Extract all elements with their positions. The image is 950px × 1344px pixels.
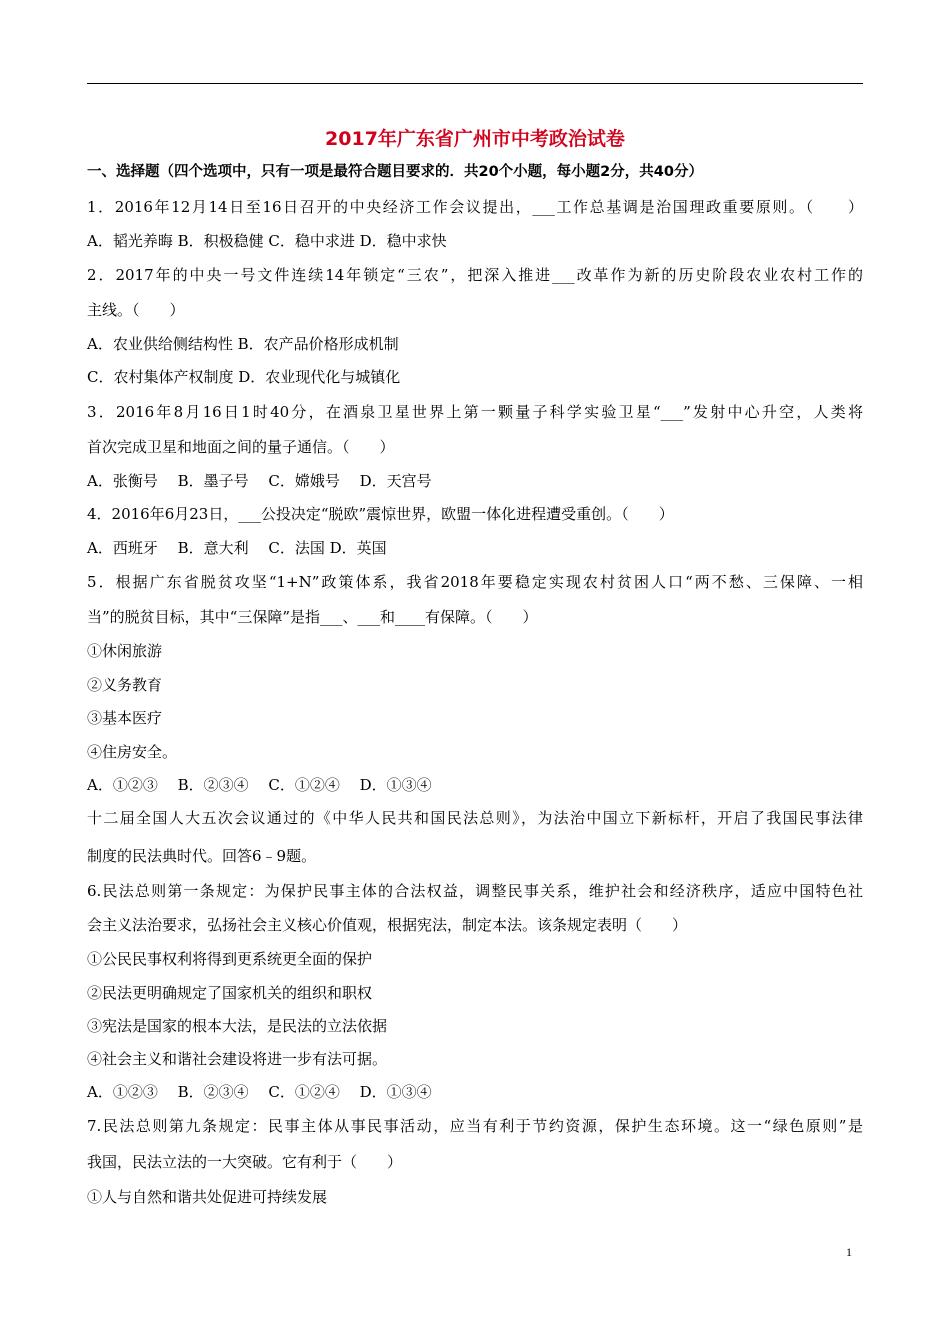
question-6-options: A．①②③ B．②③④ C．①②④ D．①③④ <box>87 1083 432 1101</box>
page-number: 1 <box>846 1245 852 1259</box>
question-5-options: A．①②③ B．②③④ C．①②④ D．①③④ <box>87 776 432 794</box>
question-5-text: 5．根据广东省脱贫攻坚“1+N”政策体系，我省2018年要稳定实现农村贫困人口“两不愁、三保障、一相 <box>87 573 863 591</box>
question-5-item-4: ④住房安全。 <box>87 743 178 761</box>
question-2-text: 2．2017年的中央一号文件连续14年锁定“三农”，把深入推进___改革作为新的历史阶段农业农村工作的 <box>87 266 863 284</box>
question-3-text-cont: 首次完成卫星和地面之间的量子通信。（ ） <box>87 438 395 456</box>
question-5-item-2: ②义务教育 <box>87 676 163 694</box>
question-1-text: 1．2016年12月14日至16日召开的中央经济工作会议提出，___工作总基调是治国理政重要原则。（ ） <box>87 198 863 216</box>
section-heading: 一、选择题（四个选项中，只有一项是最符合题目要求的．共20个小题，每小题2分，共40分） <box>87 164 703 180</box>
document-title: 2017年广东省广州市中考政治试卷 <box>325 128 625 150</box>
question-6-item-3: ③宪法是国家的根本大法，是民法的立法依据 <box>87 1017 388 1035</box>
passage-intro-cont: 制度的民法典时代。回答6﹣9题。 <box>87 847 317 865</box>
question-5-item-3: ③基本医疗 <box>87 709 163 727</box>
question-3-options: A．张衡号 B．墨子号 C．嫦娥号 D．天宫号 <box>87 472 432 490</box>
question-7-item-1: ①人与自然和谐共处促进可持续发展 <box>87 1188 328 1206</box>
question-7-text-cont: 我国，民法立法的一大突破。它有利于（ ） <box>87 1153 403 1171</box>
question-6-item-1: ①公民民事权利将得到更系统更全面的保护 <box>87 950 373 968</box>
question-6-item-4: ④社会主义和谐社会建设将进一步有法可据。 <box>87 1050 388 1068</box>
question-2-options-cd: C．农村集体产权制度 D．农业现代化与城镇化 <box>87 368 401 386</box>
question-7-text: 7.民法总则第九条规定：民事主体从事民事活动，应当有利于节约资源，保护生态环境。这一“绿色原则”是 <box>87 1117 863 1135</box>
question-5-item-1: ①休闲旅游 <box>87 642 163 660</box>
question-6-text: 6.民法总则第一条规定：为保护民事主体的合法权益，调整民事关系，维护社会和经济秩序，适应中国特色社 <box>87 882 863 900</box>
question-6-text-cont: 会主义法治要求，弘扬社会主义核心价值观，根据宪法，制定本法。该条规定表明（ ） <box>87 916 688 934</box>
question-5-text-cont: 当”的脱贫目标，其中“三保障”是指___、___和____有保障。（ ） <box>87 608 538 626</box>
question-2-text-cont: 主线。（ ） <box>87 301 185 319</box>
header-rule <box>87 83 863 84</box>
passage-intro: 十二届全国人大五次会议通过的《中华人民共和国民法总则》，为法治中国立下新标杆，开启了我国民事法律 <box>87 809 863 827</box>
question-6-item-2: ②民法更明确规定了国家机关的组织和职权 <box>87 984 373 1002</box>
question-3-text: 3．2016年8月16日1时40分，在酒泉卫星世界上第一颗量子科学实验卫星“___”发射中心升空，人类将 <box>87 403 863 421</box>
question-4-options: A．西班牙 B．意大利 C．法国 D．英国 <box>87 539 387 557</box>
question-1-options: A．韬光养晦 B．积极稳健 C．稳中求进 D．稳中求快 <box>87 232 447 250</box>
question-4-text: 4．2016年6月23日，___公投决定“脱欧”震惊世界，欧盟一体化进程遭受重创。（ ） <box>87 505 674 523</box>
question-2-options-ab: A．农业供给侧结构性 B．农产品价格形成机制 <box>87 335 399 353</box>
